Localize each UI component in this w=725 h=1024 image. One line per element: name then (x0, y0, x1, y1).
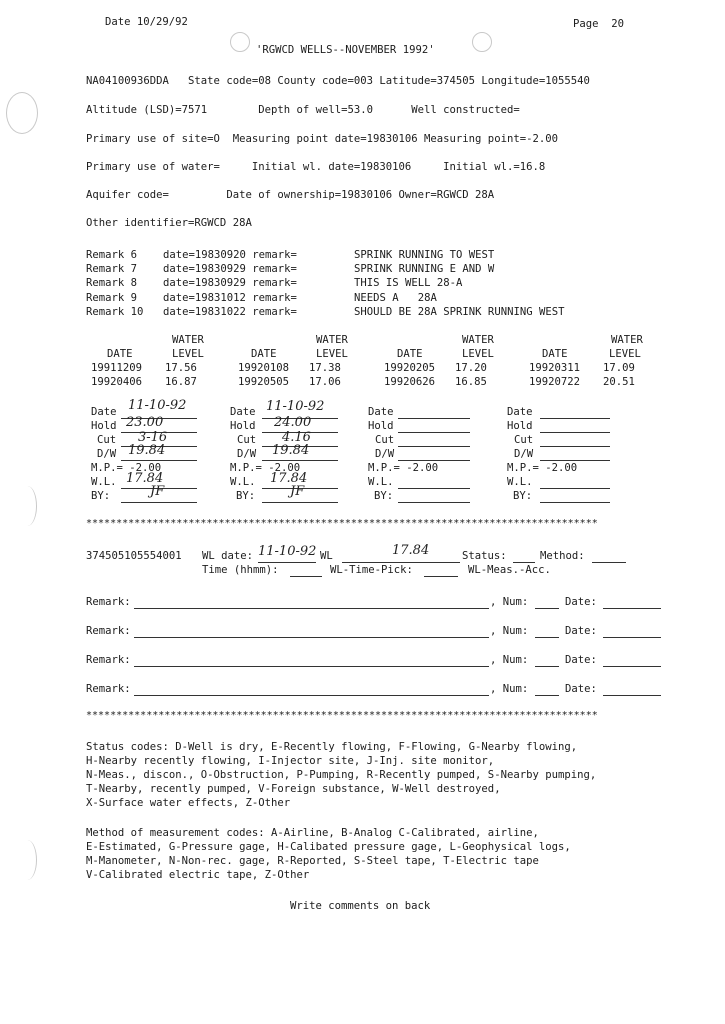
num-field[interactable] (535, 596, 559, 609)
report-date: Date 10/29/92 (105, 16, 188, 28)
field-date[interactable] (540, 406, 610, 419)
table-cell: 17.06 (309, 376, 341, 388)
remark-field[interactable] (134, 654, 489, 667)
punch-hole-top (6, 92, 38, 134)
page-number: Page 20 (573, 18, 625, 30)
punch-hole-bottom (18, 840, 37, 880)
remark-field[interactable] (134, 625, 489, 638)
field-cut[interactable] (398, 434, 470, 447)
field-dw[interactable] (398, 448, 470, 461)
table-cell: 19911209 (91, 362, 143, 374)
punch-hole-mid (18, 486, 37, 526)
field-hold[interactable] (540, 420, 610, 433)
table-cell: 19920108 (238, 362, 290, 374)
table-cell: 16.87 (165, 376, 197, 388)
table-cell: 19920626 (384, 376, 436, 388)
table-cell: 17.56 (165, 362, 197, 374)
table-cell: 16.85 (455, 376, 487, 388)
table-cell: 20.51 (603, 376, 635, 388)
table-cell: 19920311 (529, 362, 581, 374)
time-pick-field[interactable] (424, 564, 458, 577)
site-line-4: Primary use of water= Initial wl. date=19830106 Initial wl.=16.8 (86, 161, 546, 173)
time-field[interactable] (290, 564, 322, 577)
field-by[interactable] (540, 490, 610, 503)
field-wl[interactable] (540, 476, 610, 489)
table-cell: 19920722 (529, 376, 581, 388)
remark-field[interactable] (134, 596, 489, 609)
field-date[interactable] (398, 406, 470, 419)
field-cut[interactable] (540, 434, 610, 447)
date-field[interactable] (603, 625, 661, 638)
date-field[interactable] (603, 596, 661, 609)
punch-hole-title-left (230, 32, 250, 52)
field-wl[interactable] (398, 476, 470, 489)
site-line-3: Primary use of site=O Measuring point date=19830106 Measuring point=-2.00 (86, 133, 558, 145)
num-field[interactable] (535, 625, 559, 638)
site-line-5: Aquifer code= Date of ownership=19830106 Owner=RGWCD 28A (86, 189, 495, 201)
footer-note: Write comments on back (290, 900, 431, 912)
table-cell: 19920406 (91, 376, 143, 388)
site-line-1: NA04100936DDA State code=08 County code=003 Latitude=374505 Longitude=1055540 (86, 75, 590, 87)
separator: ************************************************************************************* (86, 710, 598, 721)
separator: ************************************************************************************* (86, 518, 598, 529)
table-cell: 17.20 (455, 362, 487, 374)
date-field[interactable] (603, 654, 661, 667)
status-field[interactable] (513, 550, 535, 563)
site-line-6: Other identifier=RGWCD 28A (86, 217, 252, 229)
field-by[interactable] (398, 490, 470, 503)
field-dw[interactable] (540, 448, 610, 461)
num-field[interactable] (535, 654, 559, 667)
num-field[interactable] (535, 683, 559, 696)
table-cell: 17.09 (603, 362, 635, 374)
punch-hole-title-right (472, 32, 492, 52)
field-hold[interactable] (398, 420, 470, 433)
site-line-2: Altitude (LSD)=7571 Depth of well=53.0 Well constructed= (86, 104, 520, 116)
report-title: 'RGWCD WELLS--NOVEMBER 1992' (256, 44, 435, 56)
remark-field[interactable] (134, 683, 489, 696)
table-cell: 19920505 (238, 376, 290, 388)
date-field[interactable] (603, 683, 661, 696)
table-cell: 17.38 (309, 362, 341, 374)
method-field[interactable] (592, 550, 626, 563)
table-cell: 19920205 (384, 362, 436, 374)
